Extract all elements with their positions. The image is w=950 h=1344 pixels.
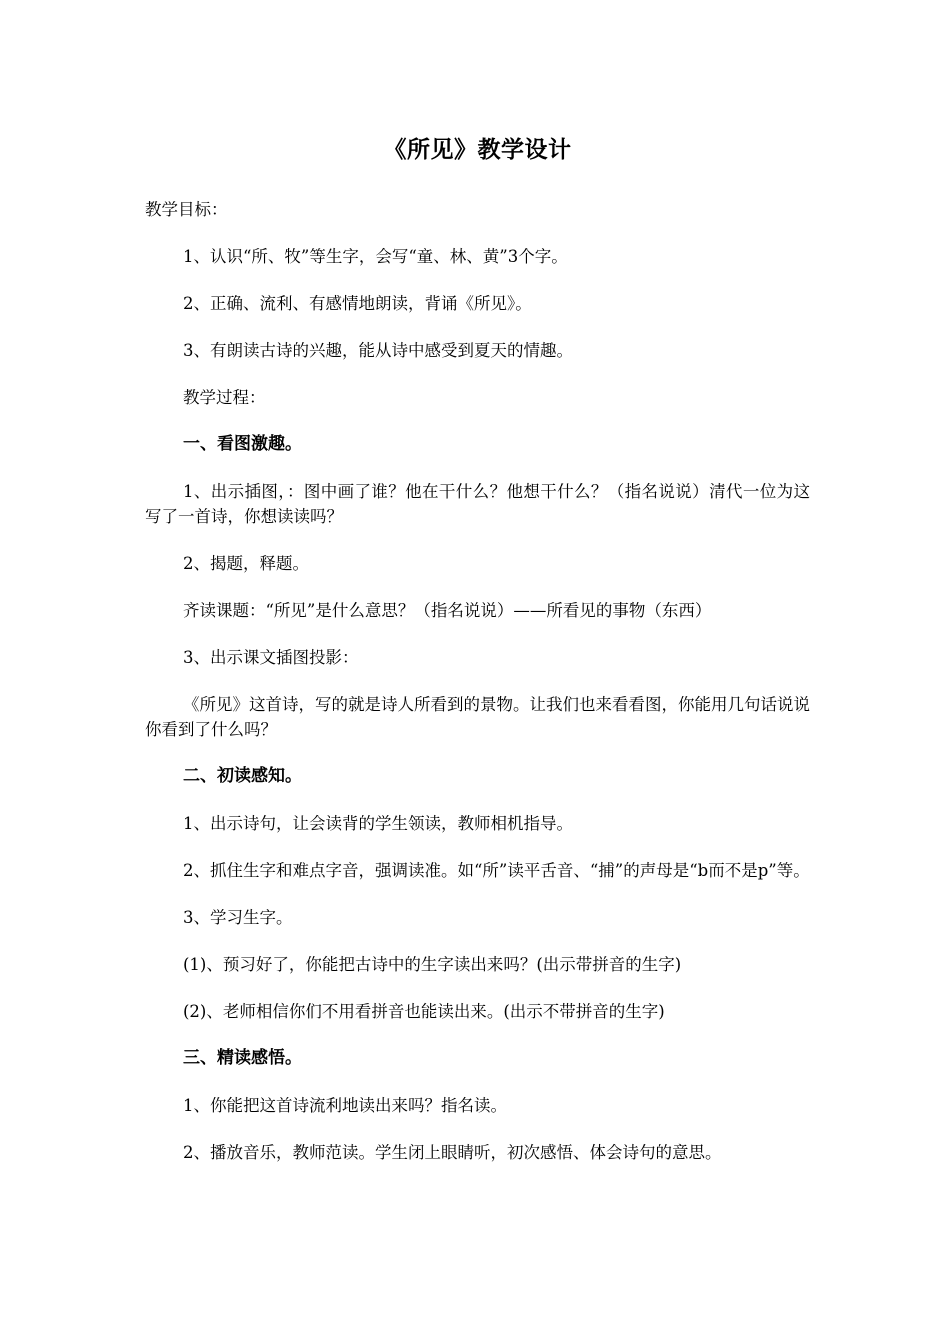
paragraph: 1、你能把这首诗流利地读出来吗？指名读。 — [183, 1096, 507, 1115]
section-label-process: 教学过程： — [183, 388, 266, 407]
paragraph: 3、出示课文插图投影： — [183, 648, 359, 667]
paragraph: 《所见》这首诗，写的就是诗人所看到的景物。让我们也来看看图，你能用几句话说说你看到了什么吗？ — [145, 695, 810, 739]
section-heading: 三、精读感悟。 — [183, 1048, 302, 1068]
objective-item: 3、有朗读古诗的兴趣，能从诗中感受到夏天的情趣。 — [183, 341, 573, 360]
objective-item: 1、认识“所、牧”等生字，会写“童、林、黄”3个字。 — [183, 247, 568, 266]
section-heading: 一、看图激趣。 — [183, 434, 302, 454]
paragraph: (1)、预习好了，你能把古诗中的生字读出来吗？(出示带拼音的生字) — [183, 955, 682, 974]
paragraph: 2、揭题，释题。 — [183, 554, 309, 573]
section-heading: 二、初读感知。 — [183, 766, 302, 786]
paragraph: 1、出示诗句，让会读背的学生领读，教师相机指导。 — [183, 814, 573, 833]
paragraph: 齐读课题：“所见”是什么意思？（指名说说）——所看见的事物（东西） — [183, 601, 712, 620]
objective-item: 2、正确、流利、有感情地朗读，背诵《所见》。 — [183, 294, 532, 313]
paragraph: (2)、老师相信你们不用看拼音也能读出来。(出示不带拼音的生字) — [183, 1002, 665, 1021]
paragraph: 1、出示插图，：图中画了谁？他在干什么？他想干什么？（指名说说）清代一位为这写了一首诗，你想读读吗？ — [145, 482, 810, 526]
paragraph: 2、抓住生字和难点字音，强调读准。如“所”读平舌音、“捕”的声母是“b而不是p”等。 — [183, 861, 810, 880]
document-body — [145, 133, 810, 1187]
document-title: 《所见》教学设计 — [383, 137, 572, 163]
paragraph: 3、学习生字。 — [183, 908, 293, 927]
paragraph: 2、播放音乐，教师范读。学生闭上眼睛听，初次感悟、体会诗句的意思。 — [183, 1143, 722, 1162]
section-label-objectives: 教学目标： — [145, 200, 228, 219]
